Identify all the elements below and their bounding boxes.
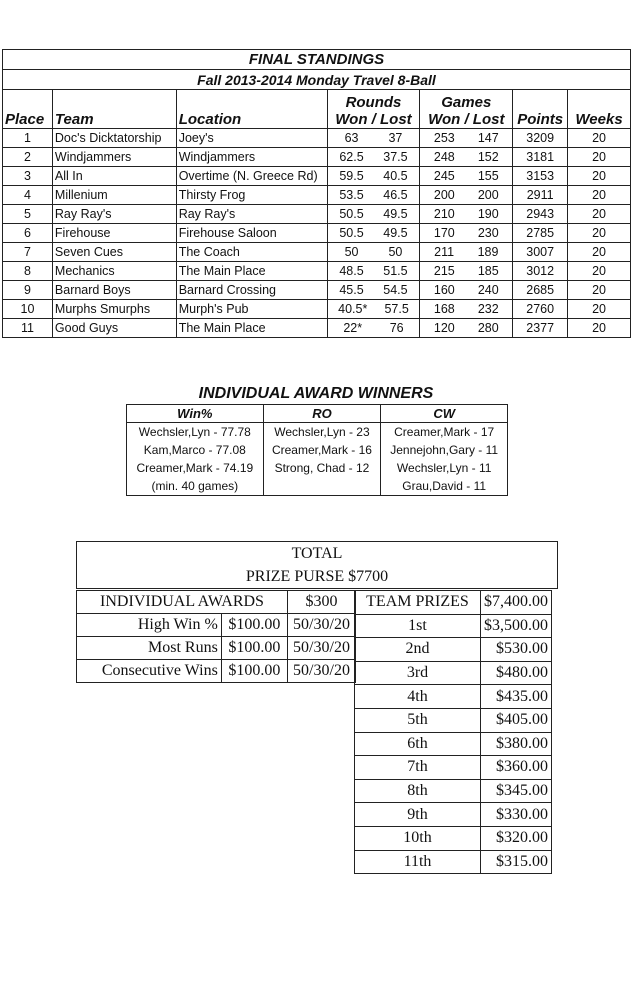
team-prize-row: [355, 685, 552, 709]
team-header-amount: $7,400.00: [481, 591, 552, 615]
location-cell: Ray Ray's: [176, 205, 327, 224]
rounds-won: 22*: [343, 321, 363, 335]
team-prize-place: 11th: [355, 850, 481, 874]
team-cell: All In: [52, 167, 176, 186]
team-prize-amount: $320.00: [481, 826, 552, 850]
team-prize-place: 9th: [355, 803, 481, 827]
header-rounds-top: Rounds: [345, 94, 402, 111]
standings-row: [3, 205, 631, 224]
ro-award-cell: Strong, Chad - 12: [263, 459, 381, 477]
header-rounds: [327, 90, 420, 129]
points-cell: 2943: [513, 205, 568, 224]
individual-awards-table: [126, 404, 508, 496]
games-lost: 185: [477, 264, 499, 278]
team-prize-place: 5th: [355, 708, 481, 732]
rounds-lost: 49.5: [383, 207, 408, 221]
games-lost: 280: [477, 321, 499, 335]
games-lost: 189: [477, 245, 499, 259]
weeks-cell: 20: [568, 148, 631, 167]
team-prize-place: 3rd: [355, 661, 481, 685]
ind-prize-split: 50/30/20: [288, 614, 356, 637]
rounds-lost: 37: [388, 131, 403, 145]
rounds-lost: 46.5: [383, 188, 408, 202]
awards-header-row: [127, 405, 508, 423]
team-prize-place: 1st: [355, 614, 481, 638]
team-prize-row: [355, 614, 552, 638]
rounds-cell: [327, 205, 420, 224]
ind-prize-amount: $100.00: [221, 660, 287, 683]
rounds-lost: 49.5: [383, 226, 408, 240]
points-cell: 2785: [513, 224, 568, 243]
rounds-won: 40.5*: [338, 302, 368, 316]
games-cell: [420, 129, 513, 148]
rounds-won: 53.5: [339, 188, 364, 202]
games-cell: [420, 281, 513, 300]
cw-award-cell: Creamer,Mark - 17: [381, 423, 508, 442]
team-prize-amount: $405.00: [481, 708, 552, 732]
games-lost: 230: [477, 226, 499, 240]
rounds-cell: [327, 129, 420, 148]
rounds-won: 45.5: [339, 283, 364, 297]
weeks-cell: 20: [568, 262, 631, 281]
team-cell: Windjammers: [52, 148, 176, 167]
header-location: Location: [176, 90, 327, 129]
standings-header-row: [3, 90, 631, 129]
header-weeks: Weeks: [568, 90, 631, 129]
weeks-cell: 20: [568, 243, 631, 262]
rounds-won: 50.5: [339, 226, 364, 240]
points-cell: 3007: [513, 243, 568, 262]
header-points: Points: [513, 90, 568, 129]
prize-purse-header: [76, 541, 558, 589]
standings-row: [3, 319, 631, 338]
team-prize-place: 4th: [355, 685, 481, 709]
standings-row: [3, 262, 631, 281]
location-cell: Barnard Crossing: [176, 281, 327, 300]
points-cell: 2760: [513, 300, 568, 319]
team-prize-row: [355, 756, 552, 780]
team-cell: Millenium: [52, 186, 176, 205]
team-cell: Mechanics: [52, 262, 176, 281]
awards-header-ro: RO: [263, 405, 381, 423]
ind-header-row: [77, 591, 356, 614]
awards-row: [127, 423, 508, 442]
games-cell: [420, 205, 513, 224]
ind-header-label: INDIVIDUAL AWARDS: [77, 591, 288, 614]
rounds-lost: 51.5: [383, 264, 408, 278]
rounds-won: 62.5: [339, 150, 364, 164]
rounds-cell: [327, 243, 420, 262]
location-cell: The Coach: [176, 243, 327, 262]
rounds-cell: [327, 319, 420, 338]
place-cell: 11: [3, 319, 53, 338]
games-cell: [420, 300, 513, 319]
rounds-lost: 54.5: [383, 283, 408, 297]
ro-award-cell: [263, 477, 381, 496]
games-won: 160: [433, 283, 455, 297]
team-prize-row: [355, 826, 552, 850]
team-prize-amount: $480.00: [481, 661, 552, 685]
awards-header-win: Win%: [127, 405, 264, 423]
ro-award-cell: Creamer,Mark - 16: [263, 441, 381, 459]
location-cell: Murph's Pub: [176, 300, 327, 319]
team-prize-amount: $330.00: [481, 803, 552, 827]
standings-row: [3, 300, 631, 319]
cw-award-cell: Jennejohn,Gary - 11: [381, 441, 508, 459]
place-cell: 7: [3, 243, 53, 262]
place-cell: 9: [3, 281, 53, 300]
awards-row: [127, 477, 508, 496]
ro-award-cell: Wechsler,Lyn - 23: [263, 423, 381, 442]
weeks-cell: 20: [568, 224, 631, 243]
rounds-cell: [327, 262, 420, 281]
team-prize-amount: $3,500.00: [481, 614, 552, 638]
games-won: 170: [433, 226, 455, 240]
location-cell: Joey's: [176, 129, 327, 148]
ind-prize-label: High Win %: [77, 614, 222, 637]
rounds-won: 50.5: [339, 207, 364, 221]
team-prize-amount: $530.00: [481, 638, 552, 662]
team-prize-place: 7th: [355, 756, 481, 780]
ind-prize-row: [77, 614, 356, 637]
place-cell: 1: [3, 129, 53, 148]
points-cell: 3153: [513, 167, 568, 186]
team-prize-row: [355, 732, 552, 756]
rounds-won: 48.5: [339, 264, 364, 278]
rounds-lost: 57.5: [384, 302, 409, 316]
team-cell: Doc's Dicktatorship: [52, 129, 176, 148]
games-cell: [420, 224, 513, 243]
location-cell: Firehouse Saloon: [176, 224, 327, 243]
rounds-cell: [327, 186, 420, 205]
ind-prize-split: 50/30/20: [288, 637, 356, 660]
games-cell: [420, 148, 513, 167]
header-games-bottom: Won / Lost: [428, 111, 505, 128]
individual-awards-prizes: [76, 590, 356, 683]
points-cell: 2911: [513, 186, 568, 205]
header-games-top: Games: [441, 94, 492, 111]
points-cell: 2377: [513, 319, 568, 338]
games-lost: 240: [477, 283, 499, 297]
rounds-cell: [327, 167, 420, 186]
standings-row: [3, 243, 631, 262]
standings-row: [3, 148, 631, 167]
weeks-cell: 20: [568, 319, 631, 338]
team-cell: Good Guys: [52, 319, 176, 338]
awards-row: [127, 441, 508, 459]
location-cell: The Main Place: [176, 262, 327, 281]
games-won: 120: [433, 321, 455, 335]
standings-row: [3, 186, 631, 205]
games-won: 245: [433, 169, 455, 183]
place-cell: 5: [3, 205, 53, 224]
ind-prize-amount: $100.00: [221, 637, 287, 660]
win-award-cell: Creamer,Mark - 74.19: [127, 459, 264, 477]
games-lost: 190: [477, 207, 499, 221]
rounds-won: 50: [344, 245, 359, 259]
games-won: 248: [433, 150, 455, 164]
cw-award-cell: Grau,David - 11: [381, 477, 508, 496]
header-team: Team: [52, 90, 176, 129]
team-prize-row: [355, 850, 552, 874]
rounds-won: 59.5: [339, 169, 364, 183]
rounds-cell: [327, 281, 420, 300]
place-cell: 2: [3, 148, 53, 167]
weeks-cell: 20: [568, 205, 631, 224]
team-prize-row: [355, 708, 552, 732]
weeks-cell: 20: [568, 186, 631, 205]
games-lost: 152: [477, 150, 499, 164]
ind-prize-label: Consecutive Wins: [77, 660, 222, 683]
weeks-cell: 20: [568, 300, 631, 319]
win-award-cell: Kam,Marco - 77.08: [127, 441, 264, 459]
games-won: 200: [433, 188, 455, 202]
place-cell: 8: [3, 262, 53, 281]
header-place: Place: [3, 90, 53, 129]
team-prize-place: 8th: [355, 779, 481, 803]
rounds-cell: [327, 224, 420, 243]
ind-prize-row: [77, 660, 356, 683]
location-cell: The Main Place: [176, 319, 327, 338]
rounds-won: 63: [344, 131, 359, 145]
games-lost: 200: [477, 188, 499, 202]
team-prize-amount: $380.00: [481, 732, 552, 756]
purse-total-label: TOTAL: [76, 541, 558, 565]
team-cell: Firehouse: [52, 224, 176, 243]
cw-award-cell: Wechsler,Lyn - 11: [381, 459, 508, 477]
weeks-cell: 20: [568, 167, 631, 186]
standings-row: [3, 224, 631, 243]
location-cell: Windjammers: [176, 148, 327, 167]
games-cell: [420, 167, 513, 186]
team-cell: Ray Ray's: [52, 205, 176, 224]
games-cell: [420, 186, 513, 205]
team-prize-amount: $435.00: [481, 685, 552, 709]
ind-prize-amount: $100.00: [221, 614, 287, 637]
team-prize-amount: $345.00: [481, 779, 552, 803]
games-won: 211: [434, 245, 455, 259]
weeks-cell: 20: [568, 281, 631, 300]
location-cell: Thirsty Frog: [176, 186, 327, 205]
header-rounds-bottom: Won / Lost: [335, 111, 412, 128]
games-won: 253: [433, 131, 455, 145]
games-won: 210: [433, 207, 455, 221]
team-prizes: [354, 590, 552, 874]
team-cell: Barnard Boys: [52, 281, 176, 300]
team-prize-row: [355, 661, 552, 685]
games-lost: 232: [477, 302, 499, 316]
final-standings-table: [2, 49, 631, 338]
rounds-lost: 76: [389, 321, 404, 335]
games-won: 215: [433, 264, 455, 278]
place-cell: 3: [3, 167, 53, 186]
points-cell: 2685: [513, 281, 568, 300]
team-prize-amount: $315.00: [481, 850, 552, 874]
games-cell: [420, 262, 513, 281]
team-prize-place: 10th: [355, 826, 481, 850]
place-cell: 4: [3, 186, 53, 205]
awards-header-cw: CW: [381, 405, 508, 423]
weeks-cell: 20: [568, 129, 631, 148]
team-prize-row: [355, 803, 552, 827]
purse-total-amount: PRIZE PURSE $7700: [76, 565, 558, 589]
standings-subtitle: Fall 2013-2014 Monday Travel 8-Ball: [3, 70, 631, 90]
team-cell: Seven Cues: [52, 243, 176, 262]
ind-header-amount: $300: [288, 591, 356, 614]
standings-title: FINAL STANDINGS: [3, 50, 631, 70]
ind-prize-label: Most Runs: [77, 637, 222, 660]
team-cell: Murphs Smurphs: [52, 300, 176, 319]
team-prize-place: 6th: [355, 732, 481, 756]
rounds-lost: 40.5: [383, 169, 408, 183]
games-cell: [420, 319, 513, 338]
team-header-label: TEAM PRIZES: [355, 591, 481, 615]
header-games: [420, 90, 513, 129]
awards-row: [127, 459, 508, 477]
standings-row: [3, 281, 631, 300]
team-header-row: [355, 591, 552, 615]
standings-row: [3, 129, 631, 148]
rounds-lost: 50: [388, 245, 403, 259]
place-cell: 6: [3, 224, 53, 243]
team-prize-row: [355, 638, 552, 662]
rounds-cell: [327, 300, 420, 319]
points-cell: 3209: [513, 129, 568, 148]
ind-prize-row: [77, 637, 356, 660]
win-award-cell: (min. 40 games): [127, 477, 264, 496]
games-lost: 147: [477, 131, 499, 145]
location-cell: Overtime (N. Greece Rd): [176, 167, 327, 186]
team-prize-row: [355, 779, 552, 803]
team-prize-place: 2nd: [355, 638, 481, 662]
ind-prize-split: 50/30/20: [288, 660, 356, 683]
points-cell: 3012: [513, 262, 568, 281]
place-cell: 10: [3, 300, 53, 319]
games-won: 168: [433, 302, 455, 316]
team-prize-amount: $360.00: [481, 756, 552, 780]
awards-title: INDIVIDUAL AWARD WINNERS: [198, 385, 434, 402]
games-lost: 155: [477, 169, 499, 183]
standings-row: [3, 167, 631, 186]
rounds-lost: 37.5: [383, 150, 408, 164]
games-cell: [420, 243, 513, 262]
points-cell: 3181: [513, 148, 568, 167]
win-award-cell: Wechsler,Lyn - 77.78: [127, 423, 264, 442]
rounds-cell: [327, 148, 420, 167]
